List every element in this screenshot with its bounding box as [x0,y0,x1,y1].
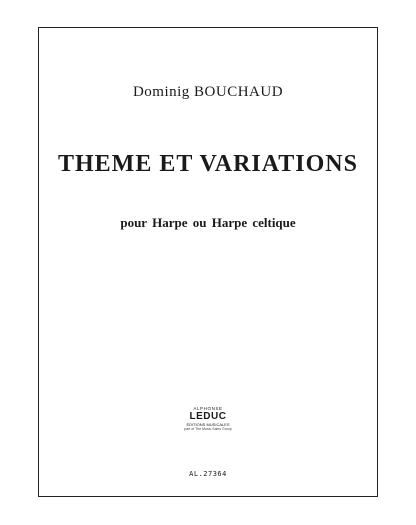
catalog-number: AL.27364 [189,470,227,478]
composer-name: Dominig BOUCHAUD [132,84,284,100]
publisher-logo-tagline: part of The Music Sales Group [184,427,232,431]
publisher-logo-top: ALPHONSE [193,406,223,411]
publisher-logo [182,406,234,434]
work-subtitle: pour Harpe ou Harpe celtique [120,215,296,230]
publisher-logo-main: LEDUC [189,411,227,422]
publisher-logo-sub: ÉDITIONS MUSICALES [186,422,230,427]
work-title: THEME ET VARIATIONS [58,151,358,177]
